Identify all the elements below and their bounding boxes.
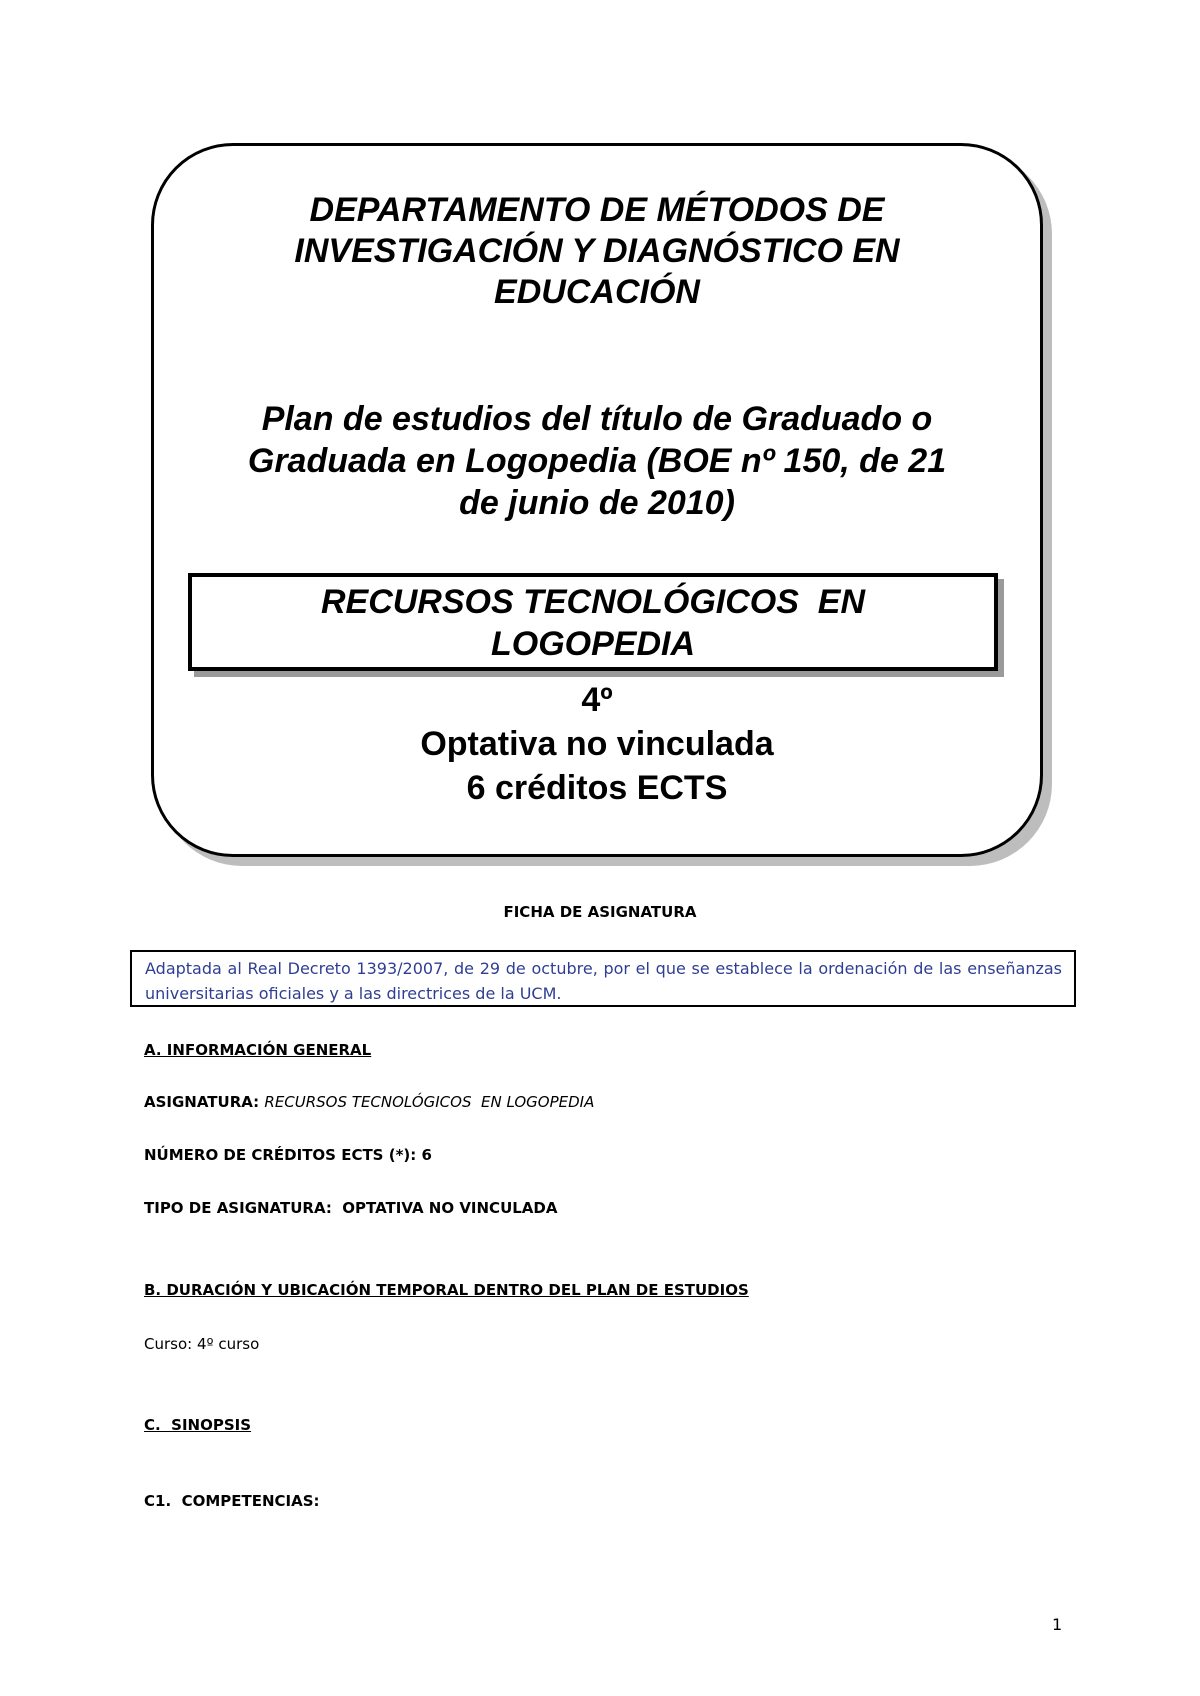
course-meta	[154, 678, 1040, 810]
asignatura-label: ASIGNATURA:	[144, 1093, 260, 1111]
section-a-heading: A. INFORMACIÓN GENERAL	[144, 1041, 372, 1059]
ficha-title: FICHA DE ASIGNATURA	[503, 903, 697, 921]
section-c-heading: C. SINOPSIS	[144, 1416, 252, 1434]
asignatura-value: RECURSOS TECNOLÓGICOS EN LOGOPEDIA	[264, 1093, 595, 1111]
course-name-box: RECURSOS TECNOLÓGICOS EN LOGOPEDIA	[188, 573, 998, 671]
tipo-line: TIPO DE ASIGNATURA: OPTATIVA NO VINCULADA	[144, 1199, 558, 1217]
course-year: 4º	[581, 681, 613, 719]
creditos-line: NÚMERO DE CRÉDITOS ECTS (*): 6	[144, 1146, 432, 1164]
page-number: 1	[1052, 1615, 1063, 1634]
c1-heading: C1. COMPETENCIAS:	[144, 1492, 320, 1510]
course-credits: 6 créditos ECTS	[466, 769, 728, 807]
study-plan-title: Plan de estudios del título de Graduado o Graduada en Logopedia (BOE nº 150, de 21 de junio de 2010)	[247, 400, 947, 522]
department-title: DEPARTAMENTO DE MÉTODOS DE INVESTIGACIÓN Y DIAGNÓSTICO EN EDUCACIÓN	[294, 191, 900, 311]
curso-line: Curso: 4º curso	[144, 1335, 260, 1353]
section-b-heading: B. DURACIÓN Y UBICACIÓN TEMPORAL DENTRO DEL PLAN DE ESTUDIOS	[144, 1281, 749, 1299]
title-box	[151, 143, 1043, 857]
course-type: Optativa no vinculada	[420, 725, 774, 763]
asignatura-line	[144, 1093, 594, 1111]
decree-note: Adaptada al Real Decreto 1393/2007, de 29 de octubre, por el que se establece la ordenación de las enseñanzas universitarias oficiales y a las directrices de la UCM.	[130, 950, 1076, 1007]
